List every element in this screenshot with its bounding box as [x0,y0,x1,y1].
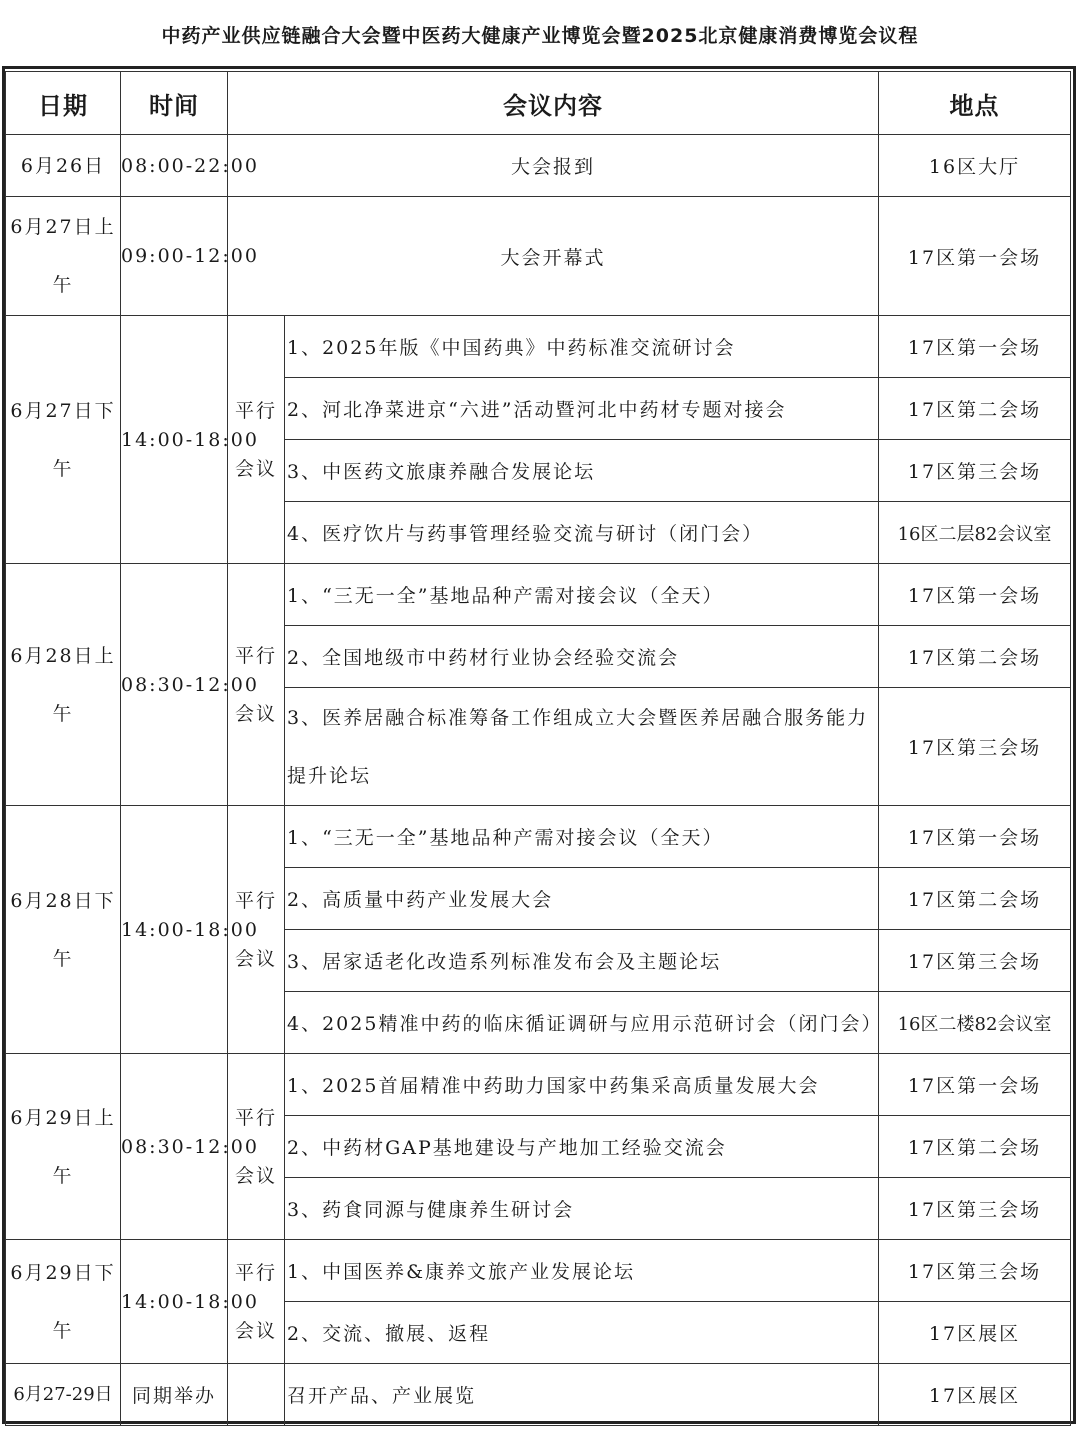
content-cell: 大会报到 [228,135,879,197]
table-row [6,316,1071,378]
location-cell: 17区第二会场 [879,868,1071,930]
date-cell: 6月28日下午 [6,806,121,1054]
table-row [6,1364,1071,1426]
content-cell: 2、全国地级市中药材行业协会经验交流会 [285,626,879,688]
content-cell: 1、2025年版《中国药典》中药标准交流研讨会 [285,316,879,378]
location-cell: 16区二楼82会议室 [879,992,1071,1054]
content-cell: 1、2025首届精准中药助力国家中药集采高质量发展大会 [285,1054,879,1116]
location-cell: 17区第一会场 [879,806,1071,868]
date-cell: 6月27-29日 [6,1364,121,1426]
parallel-session-label: 平行会议 [228,1054,285,1240]
content-cell: 3、药食同源与健康养生研讨会 [285,1178,879,1240]
parallel-session-label: 平行会议 [228,316,285,564]
content-cell: 1、“三无一全”基地品种产需对接会议（全天） [285,806,879,868]
location-cell: 17区第二会场 [879,626,1071,688]
content-cell: 召开产品、产业展览 [285,1364,879,1426]
location-cell: 17区第三会场 [879,688,1071,806]
content-cell: 2、河北净菜进京“六进”活动暨河北中药材专题对接会 [285,378,879,440]
time-cell: 09:00-12:00 [121,197,228,316]
content-cell: 3、居家适老化改造系列标准发布会及主题论坛 [285,930,879,992]
location-cell: 17区展区 [879,1364,1071,1426]
location-cell: 17区第一会场 [879,564,1071,626]
time-cell: 08:30-12:00 [121,1054,228,1240]
table-row [6,1240,1071,1302]
parallel-session-label: 平行会议 [228,806,285,1054]
header-location: 地点 [879,72,1071,135]
location-cell: 17区第二会场 [879,1116,1071,1178]
table-header-row [6,72,1071,135]
location-cell: 17区展区 [879,1302,1071,1364]
date-cell: 6月27日下午 [6,316,121,564]
agenda-table [5,71,1071,1426]
header-content: 会议内容 [228,72,879,135]
table-row [6,564,1071,626]
location-cell: 16区大厅 [879,135,1071,197]
table-row [6,197,1071,316]
table-row [6,1054,1071,1116]
location-cell: 17区第三会场 [879,930,1071,992]
location-cell: 17区第一会场 [879,316,1071,378]
empty-cell [228,1364,285,1426]
location-cell: 17区第一会场 [879,197,1071,316]
table-row [6,806,1071,868]
location-cell: 17区第一会场 [879,1054,1071,1116]
content-cell: 3、医养居融合标准筹备工作组成立大会暨医养居融合服务能力提升论坛 [285,688,879,806]
document-title: 中药产业供应链融合大会暨中医药大健康产业博览会暨2025北京健康消费博览会议程 [161,25,919,47]
header-time: 时间 [121,72,228,135]
content-cell: 4、2025精准中药的临床循证调研与应用示范研讨会（闭门会） [285,992,879,1054]
date-cell: 6月29日上午 [6,1054,121,1240]
location-cell: 17区第三会场 [879,1240,1071,1302]
header-date: 日期 [6,72,121,135]
time-cell: 08:00-22:00 [121,135,228,197]
date-cell: 6月27日上午 [6,197,121,316]
parallel-session-label: 平行会议 [228,564,285,806]
time-cell: 14:00-18:00 [121,316,228,564]
time-cell: 14:00-18:00 [121,1240,228,1364]
date-cell: 6月29日下午 [6,1240,121,1364]
time-cell: 08:30-12:00 [121,564,228,806]
content-cell: 2、高质量中药产业发展大会 [285,868,879,930]
content-cell: 4、医疗饮片与药事管理经验交流与研讨（闭门会） [285,502,879,564]
table-row [6,135,1071,197]
time-cell: 同期举办 [121,1364,228,1426]
location-cell: 17区第三会场 [879,440,1071,502]
content-cell: 1、“三无一全”基地品种产需对接会议（全天） [285,564,879,626]
date-cell: 6月28日上午 [6,564,121,806]
time-cell: 14:00-18:00 [121,806,228,1054]
content-cell: 3、中医药文旅康养融合发展论坛 [285,440,879,502]
content-cell: 2、中药材GAP基地建设与产地加工经验交流会 [285,1116,879,1178]
content-cell: 2、交流、撤展、返程 [285,1302,879,1364]
content-cell: 大会开幕式 [228,197,879,316]
parallel-session-label: 平行会议 [228,1240,285,1364]
location-cell: 17区第三会场 [879,1178,1071,1240]
content-cell: 1、中国医养&康养文旅产业发展论坛 [285,1240,879,1302]
date-cell: 6月26日 [6,135,121,197]
location-cell: 17区第二会场 [879,378,1071,440]
location-cell: 16区二层82会议室 [879,502,1071,564]
